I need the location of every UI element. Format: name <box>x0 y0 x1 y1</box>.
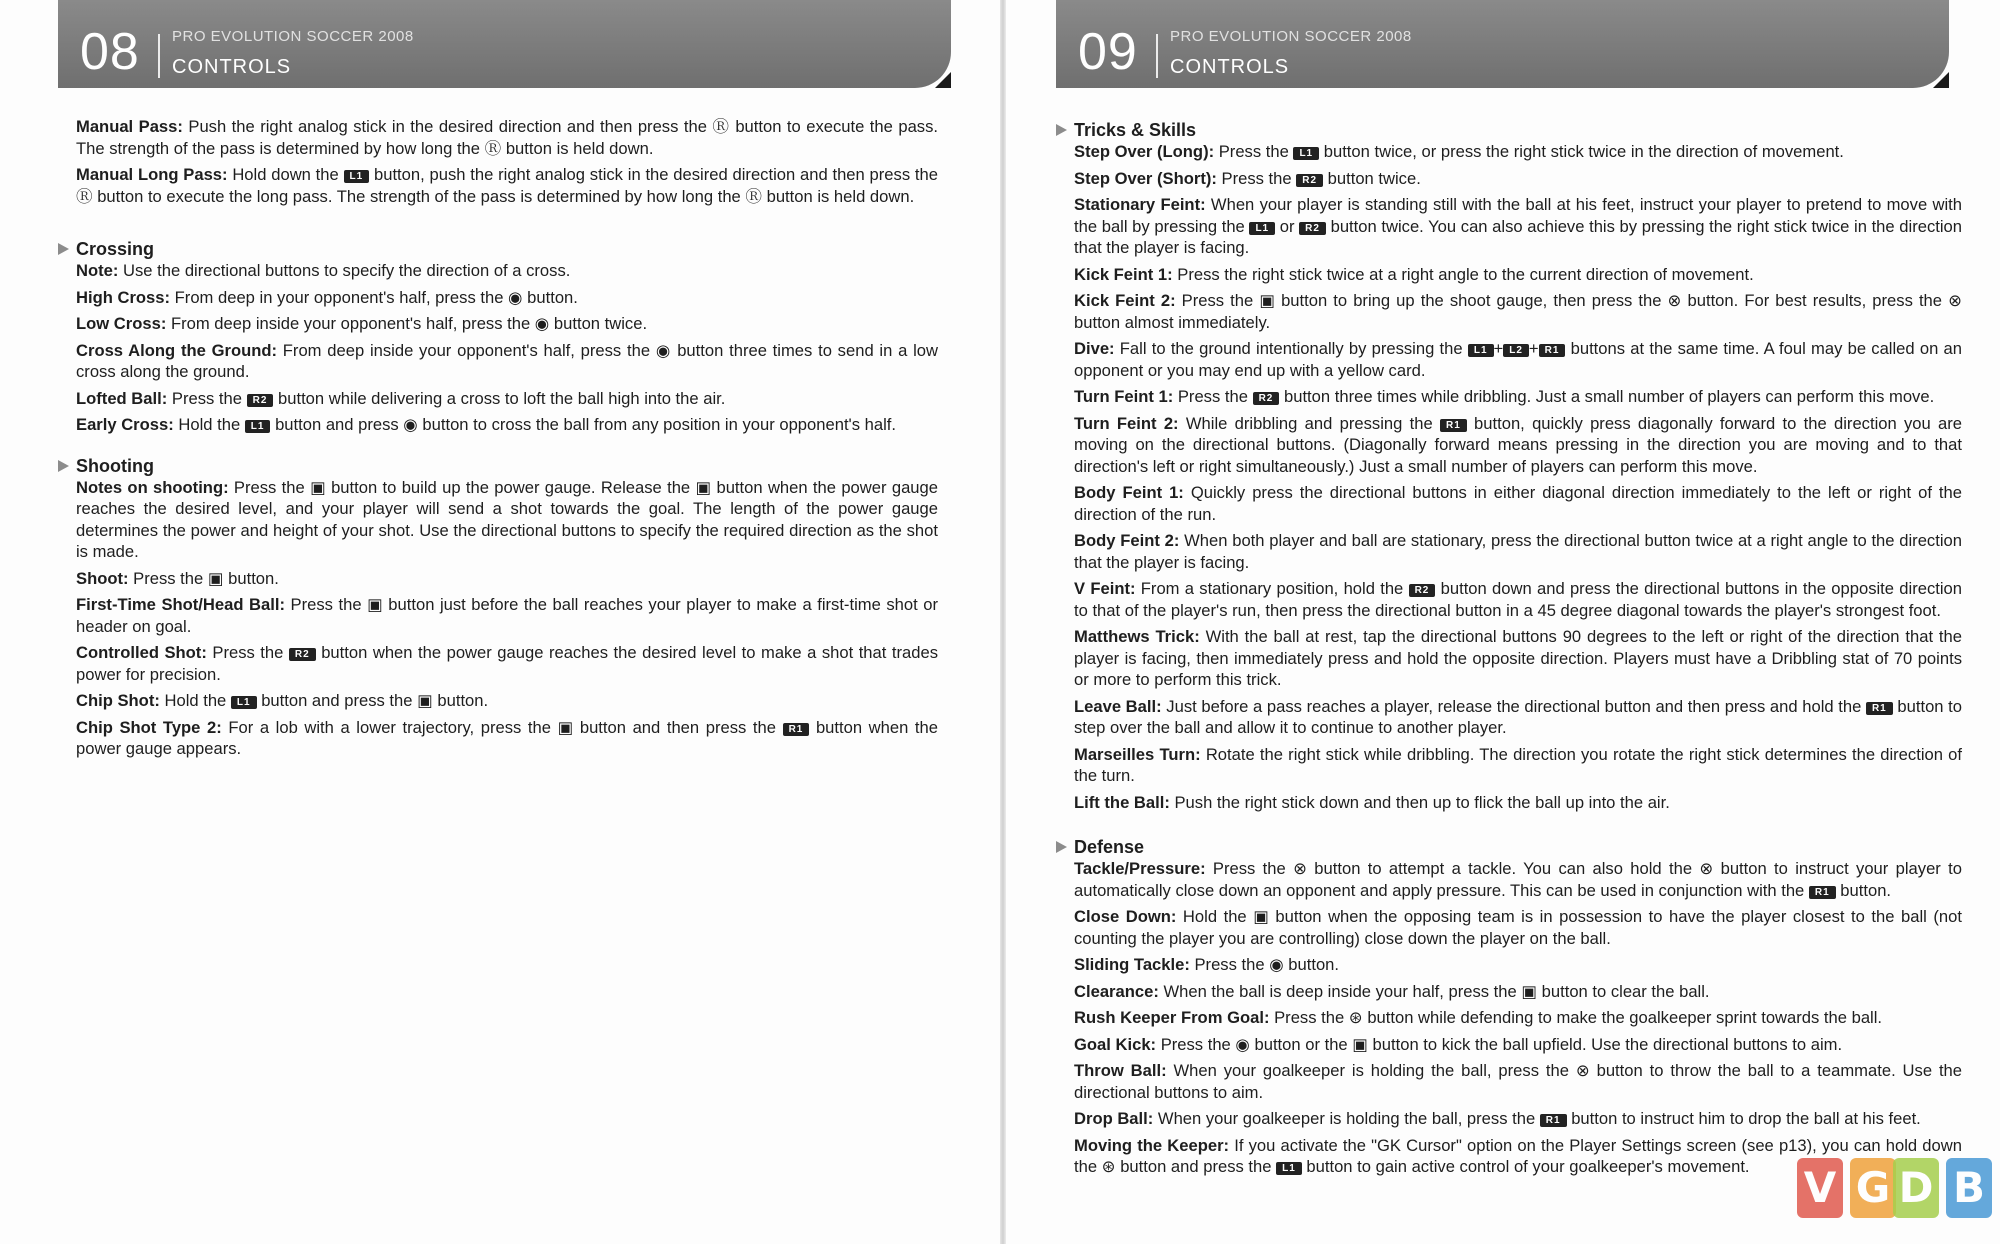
control-term: Sliding Tackle: <box>1074 955 1190 974</box>
control-term: Moving the Keeper: <box>1074 1135 1230 1155</box>
control-term: Kick Feint 1: <box>1074 264 1173 284</box>
control-term: Body Feint 1: <box>1074 483 1184 502</box>
control-description: When the ball is deep inside your half, press the ▣ button to clear the ball. <box>1158 981 1710 1001</box>
control-description: Hold the L1 button and press ◉ button to cross the ball from any position in your opponent's half. <box>173 415 896 434</box>
control-term: First-Time Shot/Head Ball: <box>76 595 285 614</box>
control-description: Press the ⊛ button while defending to make the goalkeeper sprint towards the ball. <box>1269 1008 1883 1027</box>
control-entry <box>76 116 938 159</box>
control-description: When your goalkeeper is holding the ball, press the ⊗ button to throw the ball to a teammate. Use the directional buttons to aim. <box>1074 1061 1963 1102</box>
controller-button-badge: R1 <box>783 723 810 736</box>
control-entry <box>1074 194 1962 259</box>
controller-button-badge: R1 <box>1440 419 1467 432</box>
control-description: Press the ⊗ button to attempt a tackle. You can also hold the ⊗ button to instruct your player to automatically close down an opponent and apply pressure. This can be used in conjunction with the R1 button. <box>1074 859 1962 900</box>
control-entry <box>1074 1060 1962 1103</box>
control-entry <box>1074 744 1962 787</box>
controller-button-badge: L1 <box>231 696 257 709</box>
control-term: Chip Shot Type 2: <box>76 717 222 737</box>
control-term: Low Cross: <box>76 314 167 333</box>
watermark-letter-v: V <box>1797 1158 1843 1218</box>
control-term: Manual Long Pass: <box>76 165 228 184</box>
control-entry <box>1074 386 1962 408</box>
control-description: Press the ▣ button. <box>128 568 279 588</box>
control-term: Early Cross: <box>76 415 174 434</box>
control-entry <box>1074 290 1962 333</box>
control-description: Push the right analog stick in the desired direction and then press the Ⓡ button to execute the pass. The strength of the pass is determined by how long the Ⓡ button is held down. <box>76 117 939 158</box>
control-entry <box>1074 1034 1962 1056</box>
control-term: Drop Ball: <box>1074 1109 1154 1128</box>
control-term: Cross Along the Ground: <box>76 340 278 360</box>
control-entry <box>76 313 938 335</box>
control-description: Press the ◉ button. <box>1189 955 1340 974</box>
control-entry <box>76 690 938 712</box>
shooting-heading: Shooting <box>58 455 938 477</box>
control-description: For a lob with a lower trajectory, press the ▣ button and then press the R1 button when the power gauge appears. <box>76 717 939 758</box>
control-entry <box>1074 338 1962 381</box>
control-entry <box>76 594 938 637</box>
control-description: While dribbling and pressing the R1 button, quickly press diagonally forward to the direction you are moving on the directional buttons. (Diagonally forward means pressing in the direction you are moving and to that direction's left or right simultaneously.) Just a small number of players can perform this move. <box>1074 413 1963 476</box>
control-description: Press the ▣ button to build up the power gauge. Release the ▣ button when the power gauge reaches the desired level, and your player will send a shot towards the goal. The length of the power gauge determines the power and height of your shot. Use the directional buttons to specify the required direction as the shot is made. <box>76 477 938 561</box>
control-term: V Feint: <box>1074 579 1136 598</box>
defense-heading: Defense <box>1056 836 1962 858</box>
page-number: 09 <box>1078 23 1138 81</box>
control-term: Dive: <box>1074 339 1115 358</box>
control-description: Press the R2 button while delivering a cross to loft the ball high into the air. <box>167 388 726 408</box>
control-entry <box>1074 530 1962 573</box>
control-entry <box>1074 696 1962 739</box>
controller-button-badge: R1 <box>1866 702 1893 715</box>
right-page <box>1006 0 2000 1244</box>
left-page-header <box>58 0 951 88</box>
control-description: Push the right stick down and then up to flick the ball up into the air. <box>1169 792 1670 812</box>
control-description: Press the R2 button three times while dribbling. Just a small number of players can perform this move. <box>1173 387 1935 406</box>
right-page-content <box>1074 119 1962 1183</box>
control-description: Rotate the right stick while dribbling. The direction you rotate the right stick determines the direction of the turn. <box>1074 744 1963 785</box>
tricks-entries <box>1074 141 1962 813</box>
control-entry <box>1074 578 1962 621</box>
right-page-header <box>1056 0 1949 88</box>
control-term: Shoot: <box>76 568 129 588</box>
controller-button-badge: R2 <box>289 648 316 661</box>
passing-entries <box>76 116 938 207</box>
control-entry <box>76 388 938 410</box>
control-description: Press the right stick twice at a right angle to the current direction of movement. <box>1172 264 1754 284</box>
control-description: Press the ▣ button to bring up the shoot gauge, then press the ⊗ button. For best results, press the ⊗ button almost immediately. <box>1074 291 1962 332</box>
section-title: CONTROLS <box>1170 56 1290 78</box>
control-term: High Cross: <box>76 287 171 307</box>
controller-button-badge: R2 <box>1253 392 1280 405</box>
page-number: 08 <box>80 23 140 81</box>
control-description: Press the R2 button twice. <box>1216 168 1421 188</box>
control-entry <box>1074 981 1962 1003</box>
control-entry <box>1074 482 1962 525</box>
control-entry <box>1074 1108 1962 1130</box>
control-description: Fall to the ground intentionally by pressing the L1 + L2 + R1 buttons at the same time. A foul may be called on an opponent or you may end up with a yellow card. <box>1074 339 1962 380</box>
control-term: Turn Feint 2: <box>1074 413 1179 433</box>
control-description: Hold down the L1 button, push the right analog stick in the desired direction and then press the Ⓡ button to execute the long pass. The strength of the pass is determined by how long the Ⓡ button is held down. <box>76 165 938 206</box>
control-term: Stationary Feint: <box>1074 195 1206 214</box>
section-title: CONTROLS <box>172 56 292 78</box>
game-title: PRO EVOLUTION SOCCER 2008 <box>172 28 414 45</box>
controller-button-badge: R1 <box>1539 344 1566 357</box>
control-entry <box>1074 141 1962 163</box>
control-description: From a stationary position, hold the R2 button down and press the directional buttons in the opposite direction to that of the player's run, then press the directional button in a 45 degree diagonal towards the player's strongest foot. <box>1074 579 1963 620</box>
control-entry <box>1074 792 1962 814</box>
controller-button-badge: L1 <box>1468 344 1494 357</box>
control-entry <box>76 477 938 563</box>
control-description: When your goalkeeper is holding the ball, press the R1 button to instruct him to drop the ball at his feet. <box>1153 1109 1921 1128</box>
control-description: From deep inside your opponent's half, press the ◉ button three times to send in a low cross along the ground. <box>76 340 938 381</box>
control-entry <box>76 340 938 383</box>
control-entry <box>76 568 938 590</box>
watermark-letter-g: G <box>1850 1158 1896 1218</box>
controller-button-badge: R2 <box>1296 174 1323 187</box>
control-entry <box>76 414 938 436</box>
control-entry <box>76 164 938 207</box>
control-term: Body Feint 2: <box>1074 531 1180 550</box>
game-title: PRO EVOLUTION SOCCER 2008 <box>1170 28 1412 45</box>
control-term: Lift the Ball: <box>1074 792 1170 812</box>
controller-button-badge: L1 <box>1293 147 1319 160</box>
control-term: Matthews Trick: <box>1074 627 1200 646</box>
control-entry <box>1074 858 1962 901</box>
control-term: Manual Pass: <box>76 117 183 136</box>
control-description: Press the ◉ button or the ▣ button to kick the ball upfield. Use the directional buttons to aim. <box>1156 1034 1843 1054</box>
control-entry <box>1074 906 1962 949</box>
controller-button-badge: L2 <box>1503 344 1529 357</box>
control-description: When your player is standing still with the ball at his feet, instruct your player to pretend to move with the ball by pressing the L1 or R2 button twice. You can also achieve this by pressing the right stick twice in the direction that the player is facing. <box>1074 195 1963 257</box>
controller-button-badge: R2 <box>1299 222 1326 235</box>
header-divider <box>1156 34 1158 78</box>
control-description: Press the R2 button when the power gauge reaches the desired level to make a shot that trades power for precision. <box>76 643 938 684</box>
control-entry <box>76 642 938 685</box>
control-term: Turn Feint 1: <box>1074 387 1174 406</box>
control-term: Clearance: <box>1074 981 1159 1001</box>
crossing-entries <box>76 260 938 436</box>
defense-entries <box>1074 858 1962 1178</box>
crossing-heading: Crossing <box>58 238 938 260</box>
control-term: Throw Ball: <box>1074 1061 1167 1080</box>
control-term: Marseilles Turn: <box>1074 744 1201 764</box>
control-term: Tackle/Pressure: <box>1074 859 1206 878</box>
control-description: Press the L1 button twice, or press the right stick twice in the direction of movement. <box>1214 142 1844 161</box>
header-corner-mark <box>935 72 951 88</box>
tricks-heading: Tricks & Skills <box>1056 119 1962 141</box>
control-entry <box>76 287 938 309</box>
control-term: Note: <box>76 261 119 280</box>
control-description: With the ball at rest, tap the directional buttons 90 degrees to the left or right of the direction that the player is facing, then immediately press and hold the opposite direction. Players must have a Dribbling stat of 70 points or more to perform this trick. <box>1074 627 1962 689</box>
header-divider <box>158 34 160 78</box>
control-term: Close Down: <box>1074 907 1177 926</box>
control-term: Kick Feint 2: <box>1074 291 1176 310</box>
control-term: Controlled Shot: <box>76 643 207 662</box>
control-entry <box>1074 168 1962 190</box>
control-description: Quickly press the directional buttons in either diagonal direction immediately to the left or right of the direction of the run. <box>1074 483 1962 524</box>
watermark-letter-b: B <box>1946 1158 1992 1218</box>
control-description: When both player and ball are stationary, press the directional button twice at a right angle to the direction that the player is facing. <box>1074 531 1962 572</box>
control-description: If you activate the "GK Cursor" option on the Player Settings screen (see p13), you can hold down the ⊛ button and press the L1 button to gain active control of your goalkeeper's movement. <box>1074 1135 1962 1176</box>
controller-button-badge: L1 <box>245 420 271 433</box>
control-term: Goal Kick: <box>1074 1034 1157 1054</box>
control-entry <box>1074 1007 1962 1029</box>
control-description: Just before a pass reaches a player, release the directional button and then press and hold the R1 button to step over the ball and allow it to continue to another player. <box>1074 696 1962 737</box>
control-entry <box>1074 413 1962 478</box>
shooting-entries <box>76 477 938 760</box>
control-entry <box>1074 626 1962 691</box>
controller-button-badge: L1 <box>344 170 370 183</box>
control-description: Press the ▣ button just before the ball reaches your player to make a first-time shot or header on goal. <box>76 595 938 636</box>
control-description: Hold the ▣ button when the opposing team is in possession to have the player closest to the ball (not counting the player you are controlling) close down the player on the ball. <box>1074 907 1962 948</box>
control-entry <box>76 260 938 282</box>
controller-button-badge: R2 <box>1409 584 1436 597</box>
control-description: Use the directional buttons to specify the direction of a cross. <box>118 261 571 280</box>
control-entry <box>76 717 938 760</box>
control-entry <box>1074 954 1962 976</box>
controller-button-badge: R1 <box>1809 886 1836 899</box>
control-term: Step Over (Short): <box>1074 168 1217 188</box>
control-term: Rush Keeper From Goal: <box>1074 1008 1270 1027</box>
left-page-content <box>76 116 938 765</box>
controller-button-badge: R1 <box>1540 1114 1567 1127</box>
control-term: Lofted Ball: <box>76 388 168 408</box>
control-entry <box>1074 264 1962 286</box>
control-description: From deep in your opponent's half, press the ◉ button. <box>170 287 578 307</box>
header-corner-mark <box>1933 72 1949 88</box>
controller-button-badge: L1 <box>1276 1162 1302 1175</box>
watermark-letter-d: D <box>1893 1158 1939 1218</box>
control-description: Hold the L1 button and press the ▣ button. <box>159 691 489 710</box>
control-term: Step Over (Long): <box>1074 142 1215 161</box>
control-term: Chip Shot: <box>76 691 160 710</box>
control-term: Notes on shooting: <box>76 477 229 497</box>
control-description: From deep inside your opponent's half, press the ◉ button twice. <box>166 314 648 333</box>
control-term: Leave Ball: <box>1074 696 1162 716</box>
controller-button-badge: R2 <box>247 394 274 407</box>
controller-button-badge: L1 <box>1249 222 1275 235</box>
